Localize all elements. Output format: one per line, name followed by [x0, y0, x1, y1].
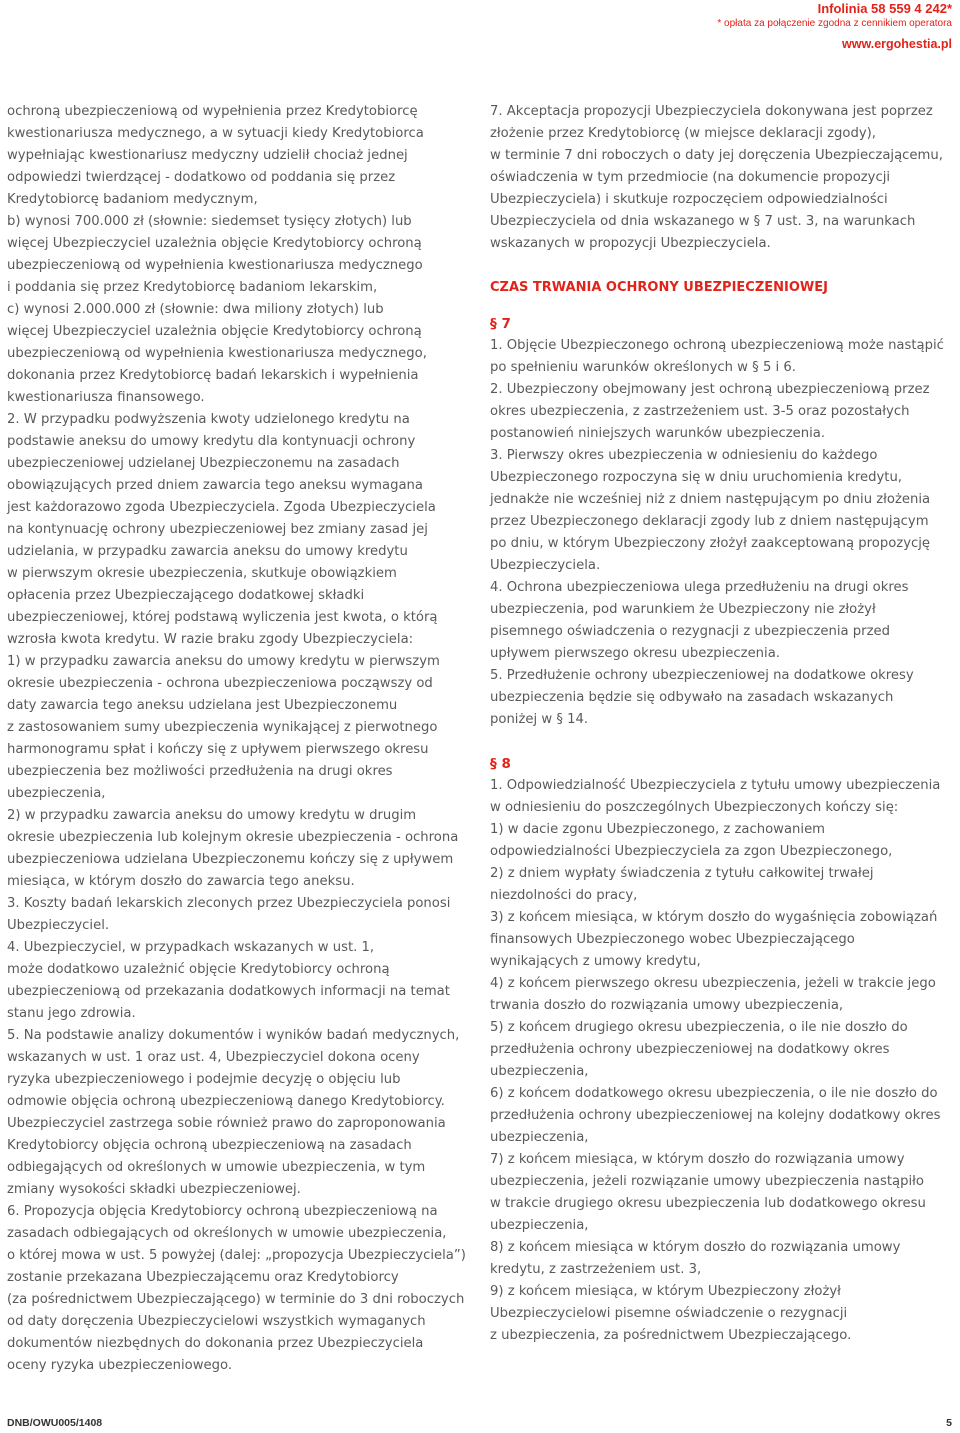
section-heading: CZAS TRWANIA OCHRONY UBEZPIECZENIOWEJ: [490, 280, 828, 295]
text-line: Ubezpieczycielowi pisemne oświadczenie o rezygnacji: [490, 1306, 848, 1321]
text-line: ubezpieczeniowa udzielana Ubezpieczonemu kończy się z upływem: [7, 852, 454, 867]
text-line: 8) z końcem miesiąca w którym doszło do rozwiązania umowy: [490, 1240, 901, 1255]
text-line: (za pośrednictwem Ubezpieczającego) w terminie do 3 dni roboczych: [7, 1292, 465, 1307]
text-line: i poddania się przez Kredytobiorcę badaniom lekarskim,: [7, 280, 378, 295]
text-line: ubezpieczeniową od przekazania dodatkowych informacji na temat: [7, 984, 450, 999]
text-line: 5. Przedłużenie ochrony ubezpieczeniowej na dodatkowe okresy: [490, 668, 914, 683]
text-line: upływem pierwszego okresu ubezpieczenia.: [490, 646, 780, 661]
text-line: dokumentów niezbędnych do dokonania przez Ubezpieczyciela: [7, 1336, 424, 1351]
right-column: [490, 101, 952, 1347]
text-line: 4. Ochrona ubezpieczeniowa ulega przedłużeniu na drugi okres: [490, 580, 909, 595]
text-line: oświadczenia w tym przedmiocie (na dokumencie propozycji: [490, 170, 891, 185]
text-line: z ubezpieczenia, za pośrednictwem Ubezpieczającego.: [490, 1328, 852, 1343]
hotline-note: * opłata za połączenie zgodna z cennikiem operatora: [717, 18, 952, 29]
text-line: 4) z końcem pierwszego okresu ubezpieczenia, jeżeli w trakcie jego: [490, 976, 936, 991]
text-line: może dodatkowo uzależnić objęcie Kredytobiorcy ochroną: [7, 962, 390, 977]
text-line: harmonogramu spłat i kończy się z upływem pierwszego okresu: [7, 742, 429, 757]
text-line: wskazanych w propozycji Ubezpieczyciela.: [490, 236, 771, 251]
paragraph-7-heading: § 7: [490, 316, 511, 332]
text-line: 9) z końcem miesiąca, w którym Ubezpieczony złożył: [490, 1284, 841, 1299]
text-line: 5. Na podstawie analizy dokumentów i wyników badań medycznych,: [7, 1028, 460, 1043]
text-line: wskazanych w ust. 1 oraz ust. 4, Ubezpieczyciel dokona oceny: [7, 1050, 420, 1065]
paragraph-7-body: [490, 335, 952, 731]
text-line: ochroną ubezpieczeniową od wypełnienia przez Kredytobiorcę: [7, 104, 418, 119]
hotline-number: Infolinia 58 559 4 242*: [817, 1, 952, 16]
text-line: ubezpieczeniową od wypełnienia kwestionariusza medycznego,: [7, 346, 427, 361]
text-line: wynikających z umowy kredytu,: [490, 954, 701, 969]
text-line: 1. Objęcie Ubezpieczonego ochroną ubezpieczeniową może nastąpić: [490, 338, 944, 353]
text-line: dokonania przez Kredytobiorcę badań lekarskich i wypełnienia: [7, 368, 419, 383]
text-line: 3) z końcem miesiąca, w którym doszło do wygaśnięcia zobowiązań: [490, 910, 938, 925]
text-line: pisemnego oświadczenia o rezygnacji z ubezpieczenia przed: [490, 624, 891, 639]
text-line: miesiąca, w którym doszło do zawarcia tego aneksu.: [7, 874, 355, 889]
text-line: okresie ubezpieczenia - ochrona ubezpieczeniowa począwszy od: [7, 676, 433, 691]
page-header: [717, 0, 952, 52]
text-line: kwestionariusza medycznego, a w sytuacji kiedy Kredytobiorca: [7, 126, 424, 141]
text-line: 7. Akceptacja propozycji Ubezpieczyciela dokonywana jest poprzez: [490, 104, 933, 119]
text-line: po spełnieniu warunków określonych w § 5 i 6.: [490, 360, 796, 375]
text-line: więcej Ubezpieczyciel uzależnia objęcie Kredytobiorcy ochroną: [7, 236, 422, 251]
text-line: udzielania, w przypadku zawarcia aneksu do umowy kredytu: [7, 544, 408, 559]
text-line: okres ubezpieczenia, z zastrzeżeniem ust. 3-5 oraz pozostałych: [490, 404, 910, 419]
text-line: oceny ryzyka ubezpieczeniowego.: [7, 1358, 233, 1373]
text-line: okresie ubezpieczenia lub kolejnym okresie ubezpieczenia - ochrona: [7, 830, 459, 845]
text-line: 3. Koszty badań lekarskich zleconych przez Ubezpieczyciela ponosi: [7, 896, 451, 911]
text-line: ubezpieczenia,: [490, 1218, 589, 1233]
text-line: o której mowa w ust. 5 powyżej (dalej: „propozycja Ubezpieczyciela”): [7, 1248, 466, 1263]
text-line: wzrosła kwota kredytu. W razie braku zgody Ubezpieczyciela:: [7, 632, 414, 647]
text-line: odpowiedzi twierdzącej - dodatkowo od poddania się przez: [7, 170, 396, 185]
text-line: opłacenia przez Ubezpieczającego dodatkowej składki: [7, 588, 365, 603]
text-line: więcej Ubezpieczyciel uzależnia objęcie Kredytobiorcy ochroną: [7, 324, 422, 339]
text-line: b) wynosi 700.000 zł (słownie: siedemset tysięcy złotych) lub: [7, 214, 412, 229]
text-line: 6. Propozycja objęcia Kredytobiorcy ochroną ubezpieczeniową na: [7, 1204, 438, 1219]
text-line: Kredytobiorcy objęcia ochroną ubezpieczeniową na zasadach: [7, 1138, 412, 1153]
text-line: obowiązujących przed dniem zawarcia tego aneksu wymagana: [7, 478, 423, 493]
text-line: poniżej w § 14.: [490, 712, 589, 727]
text-line: 6) z końcem dodatkowego okresu ubezpieczenia, o ile nie doszło do: [490, 1086, 938, 1101]
text-line: ubezpieczeniowej, której podstawą wyliczenia jest kwota, o którą: [7, 610, 438, 625]
text-line: 4. Ubezpieczyciel, w przypadkach wskazanych w ust. 1,: [7, 940, 375, 955]
text-line: po dniu, w którym Ubezpieczony złożył zaakceptowaną propozycję: [490, 536, 931, 551]
paragraph-7-acceptance: [490, 101, 952, 255]
paragraph-8-heading: § 8: [490, 756, 511, 772]
text-line: w terminie 7 dni roboczych o daty jej doręczenia Ubezpieczającemu,: [490, 148, 943, 163]
text-line: ubezpieczenia będzie się odbywało na zasadach wskazanych: [490, 690, 894, 705]
text-line: jest każdorazowo zgoda Ubezpieczyciela. Zgoda Ubezpieczyciela: [7, 500, 436, 515]
text-line: 3. Pierwszy okres ubezpieczenia w odniesieniu do każdego: [490, 448, 878, 463]
text-line: 2) w przypadku zawarcia aneksu do umowy kredytu w drugim: [7, 808, 417, 823]
text-line: c) wynosi 2.000.000 zł (słownie: dwa miliony złotych) lub: [7, 302, 384, 317]
text-line: Ubezpieczonego rozpoczyna się w dniu uruchomienia kredytu,: [490, 470, 902, 485]
text-line: ubezpieczenia,: [490, 1064, 589, 1079]
text-line: ubezpieczeniową od wypełnienia kwestionariusza medycznego: [7, 258, 423, 273]
left-column: [7, 101, 477, 1377]
text-line: odpowiedzialności Ubezpieczyciela za zgon Ubezpieczonego,: [490, 844, 893, 859]
text-line: przedłużenia ochrony ubezpieczeniowej na dodatkowy okres: [490, 1042, 890, 1057]
text-line: zasadach odbiegających od określonych w umowie ubezpieczenia,: [7, 1226, 447, 1241]
text-line: od daty doręczenia Ubezpieczycielowi wszystkich wymaganych: [7, 1314, 426, 1329]
text-line: Ubezpieczyciela) i skutkuje rozpoczęciem odpowiedzialności: [490, 192, 888, 207]
text-line: ubezpieczenia, jeżeli rozwiązanie umowy ubezpieczenia nastąpiło: [490, 1174, 924, 1189]
text-line: 1. Odpowiedzialność Ubezpieczyciela z tytułu umowy ubezpieczenia: [490, 778, 941, 793]
text-line: podstawie aneksu do umowy kredytu dla kontynuacji ochrony: [7, 434, 416, 449]
text-line: złożenie przez Kredytobiorcę (w miejsce deklaracji zgody),: [490, 126, 876, 141]
text-line: zostanie przekazana Ubezpieczającemu oraz Kredytobiorcy: [7, 1270, 399, 1285]
text-line: ubezpieczenia bez możliwości przedłużenia na drugi okres: [7, 764, 393, 779]
document-code: DNB/OWU005/1408: [7, 1417, 103, 1429]
text-line: finansowych Ubezpieczonego wobec Ubezpieczającego: [490, 932, 855, 947]
text-line: ubezpieczenia,: [490, 1130, 589, 1145]
text-line: daty zawarcia tego aneksu udzielana jest Ubezpieczonemu: [7, 698, 398, 713]
text-line: Ubezpieczyciela.: [490, 558, 601, 573]
text-line: z zastosowaniem sumy ubezpieczenia wynikającej z pierwotnego: [7, 720, 438, 735]
text-line: kredytu, z zastrzeżeniem ust. 3,: [490, 1262, 702, 1277]
text-line: kwestionariusza finansowego.: [7, 390, 205, 405]
text-line: ubezpieczenia,: [7, 786, 106, 801]
text-line: ubezpieczenia, pod warunkiem że Ubezpieczony nie złożył: [490, 602, 876, 617]
text-line: 1) w dacie zgonu Ubezpieczonego, z zachowaniem: [490, 822, 826, 837]
text-line: zmiany wysokości składki ubezpieczeniowej.: [7, 1182, 301, 1197]
text-line: 5) z końcem drugiego okresu ubezpieczenia, o ile nie doszło do: [490, 1020, 908, 1035]
text-line: 1) w przypadku zawarcia aneksu do umowy kredytu w pierwszym: [7, 654, 440, 669]
text-line: w odniesieniu do poszczególnych Ubezpieczonych kończy się:: [490, 800, 899, 815]
text-line: ubezpieczeniowej udzielanej Ubezpieczonemu na zasadach: [7, 456, 400, 471]
text-line: Ubezpieczyciel.: [7, 918, 110, 933]
text-line: ryzyka ubezpieczeniowego i podejmie decyzję o objęciu lub: [7, 1072, 401, 1087]
page-number: 5: [946, 1417, 952, 1429]
text-line: 2. Ubezpieczony obejmowany jest ochroną ubezpieczeniową przez: [490, 382, 930, 397]
text-line: przedłużenia ochrony ubezpieczeniowej na kolejny dodatkowy okres: [490, 1108, 941, 1123]
text-line: wypełniając kwestionariusz medyczny udzielił chociaż jednej: [7, 148, 408, 163]
website-link[interactable]: www.ergohestia.pl: [842, 37, 952, 51]
text-line: 2. W przypadku podwyższenia kwoty udzielonego kredytu na: [7, 412, 410, 427]
text-line: Kredytobiorcę badaniom medycznym,: [7, 192, 258, 207]
text-line: w pierwszym okresie ubezpieczenia, skutkuje obowiązkiem: [7, 566, 397, 581]
text-line: Ubezpieczyciela od dnia wskazanego w § 7 ust. 3, na warunkach: [490, 214, 916, 229]
text-line: przez Ubezpieczonego deklaracji zgody lub z dniem następującym: [490, 514, 929, 529]
text-line: odmowie objęcia ochroną ubezpieczeniową danego Kredytobiorcy.: [7, 1094, 445, 1109]
text-line: trwania doszło do rozwiązania umowy ubezpieczenia,: [490, 998, 844, 1013]
text-line: Ubezpieczyciel zastrzega sobie również prawo do zaproponowania: [7, 1116, 446, 1131]
paragraph-8-body: [490, 775, 952, 1347]
text-line: niezdolności do pracy,: [490, 888, 638, 903]
text-line: postanowień niniejszych warunków ubezpieczenia.: [490, 426, 826, 441]
text-line: w trakcie drugiego okresu ubezpieczenia lub dodatkowego okresu: [490, 1196, 926, 1211]
text-line: jednakże nie wcześniej niż z dniem następującym po dniu złożenia: [490, 492, 931, 507]
text-line: 2) z dniem wypłaty świadczenia z tytułu całkowitej trwałej: [490, 866, 874, 881]
text-line: odbiegających od określonych w umowie ubezpieczenia, w tym: [7, 1160, 426, 1175]
text-line: 7) z końcem miesiąca, w którym doszło do rozwiązania umowy: [490, 1152, 905, 1167]
text-line: stanu jego zdrowia.: [7, 1006, 136, 1021]
text-line: na kontynuację ochrony ubezpieczeniowej bez zmiany zasad jej: [7, 522, 428, 537]
